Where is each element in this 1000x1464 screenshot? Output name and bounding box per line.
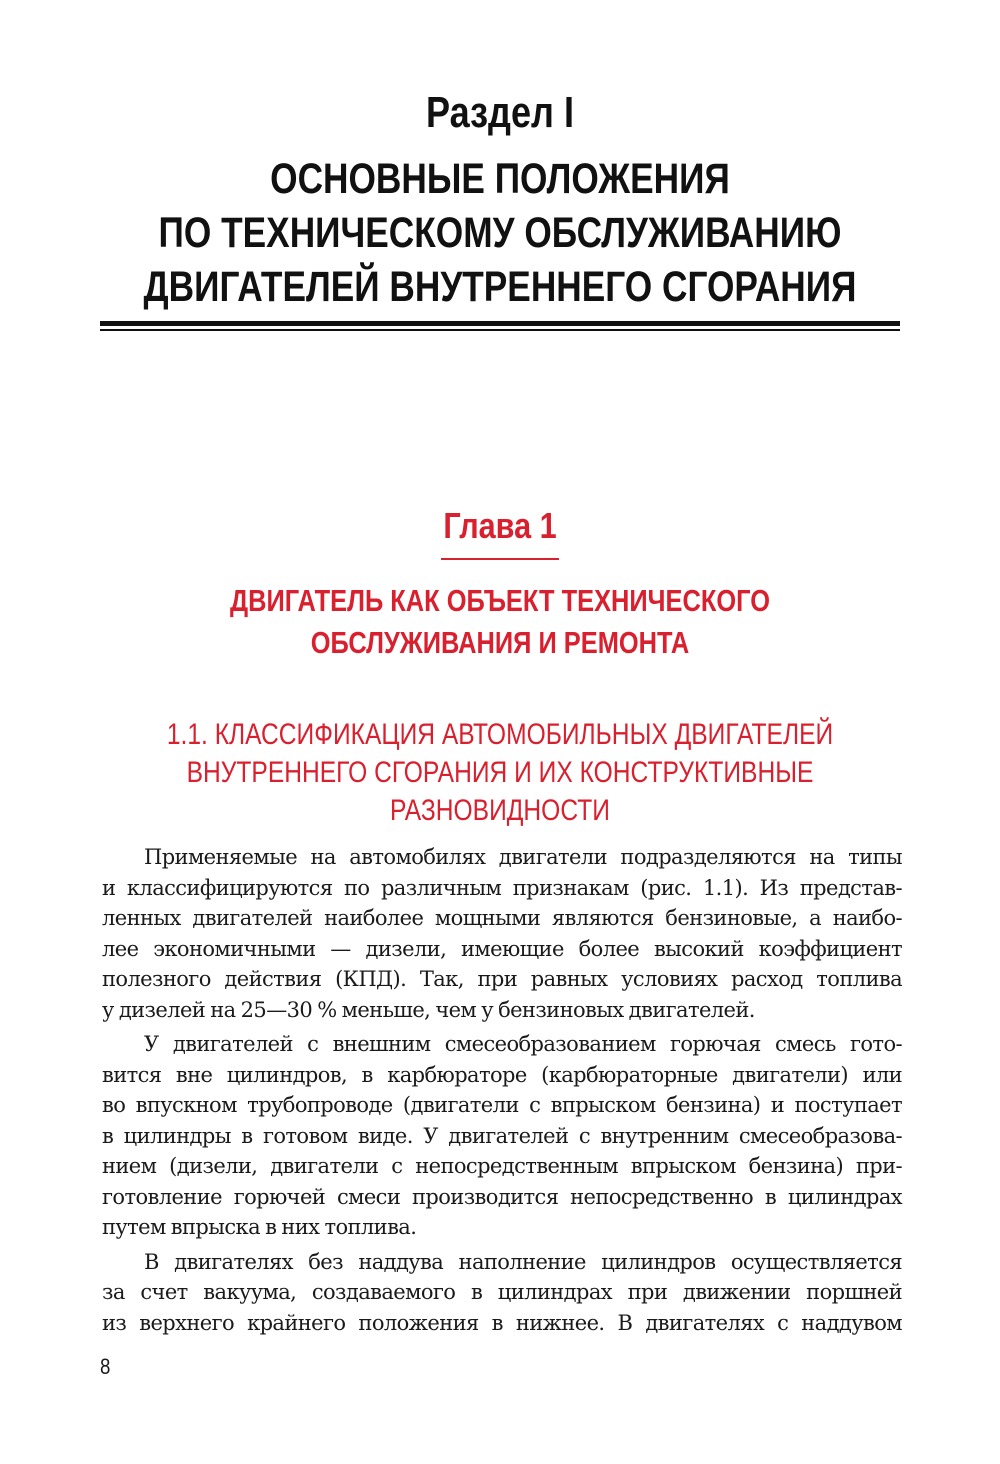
section-divider-thick: [100, 321, 900, 326]
text-line: за счет вакуума, создаваемого в цилиндрах при движении поршней: [102, 1280, 902, 1304]
body-text: [102, 842, 902, 1342]
section-label: Раздел I: [426, 88, 574, 137]
text-line: из верхнего крайнего положения в нижнее. В двигателях с наддувом: [102, 1310, 902, 1335]
text-line: готовление горючей смеси производится непосредственно в цилиндрах: [102, 1184, 902, 1209]
text-line: ленных двигателей наиболее мощными являются бензиновые, а наибо-: [102, 906, 902, 930]
text-line: и классифицируются по различным признакам (рис. 1.1). Из представ-: [102, 875, 902, 900]
text-line: путем впрыска в них топлива.: [102, 1215, 417, 1239]
text-line: лее экономичными — дизели, имеющие более высокий коэффициент: [102, 936, 902, 961]
text-line: полезного действия (КПД). Так, при равных условиях расход топлива: [102, 967, 902, 991]
section-title-line: ДВИГАТЕЛЕЙ ВНУТРЕННЕГО СГОРАНИЯ: [143, 263, 857, 311]
page-number: 8: [100, 1354, 111, 1379]
subsection-title-line: ВНУТРЕННЕГО СГОРАНИЯ И ИХ КОНСТРУКТИВНЫЕ: [186, 756, 814, 789]
paragraph: [102, 1247, 902, 1339]
subsection-title-line: РАЗНОВИДНОСТИ: [390, 794, 610, 827]
section-title: [90, 152, 910, 314]
chapter-title: [90, 580, 910, 664]
subsection-title-line: 1.1. КЛАССИФИКАЦИЯ АВТОМОБИЛЬНЫХ ДВИГАТЕЛЕЙ: [166, 718, 834, 751]
text-line: в цилиндры в готовом виде. У двигателей с внутренним смесеобразова-: [102, 1123, 902, 1148]
chapter-label: Глава 1: [443, 505, 557, 546]
chapter-divider: [441, 558, 559, 560]
text-line: во впускном трубопроводе (двигатели с впрыском бензина) и поступает: [102, 1093, 902, 1117]
text-line: В двигателях без наддува наполнение цилиндров осуществляется: [144, 1249, 902, 1274]
chapter-title-line: ОБСЛУЖИВАНИЯ И РЕМОНТА: [310, 625, 690, 660]
text-line: нием (дизели, двигатели с непосредственным впрыском бензина) при-: [102, 1154, 902, 1178]
paragraph: [102, 842, 902, 1025]
text-line: Применяемые на автомобилях двигатели подразделяются на типы: [144, 845, 902, 869]
text-line: У двигателей с внешним смесеобразованием горючая смесь гото-: [144, 1032, 902, 1056]
chapter-title-line: ДВИГАТЕЛЬ КАК ОБЪЕКТ ТЕХНИЧЕСКОГО: [230, 583, 770, 618]
section-divider-thin: [100, 329, 900, 331]
subsection-title: [90, 716, 910, 830]
section-title-line: ОСНОВНЫЕ ПОЛОЖЕНИЯ: [270, 155, 730, 203]
text-line: у дизелей на 25—30 % меньше, чем у бензиновых двигателей.: [102, 997, 755, 1022]
paragraph: [102, 1029, 902, 1243]
text-line: вится вне цилиндров, в карбюраторе (карбюраторные двигатели) или: [102, 1062, 902, 1087]
section-title-line: ПО ТЕХНИЧЕСКОМУ ОБСЛУЖИВАНИЮ: [158, 209, 842, 257]
